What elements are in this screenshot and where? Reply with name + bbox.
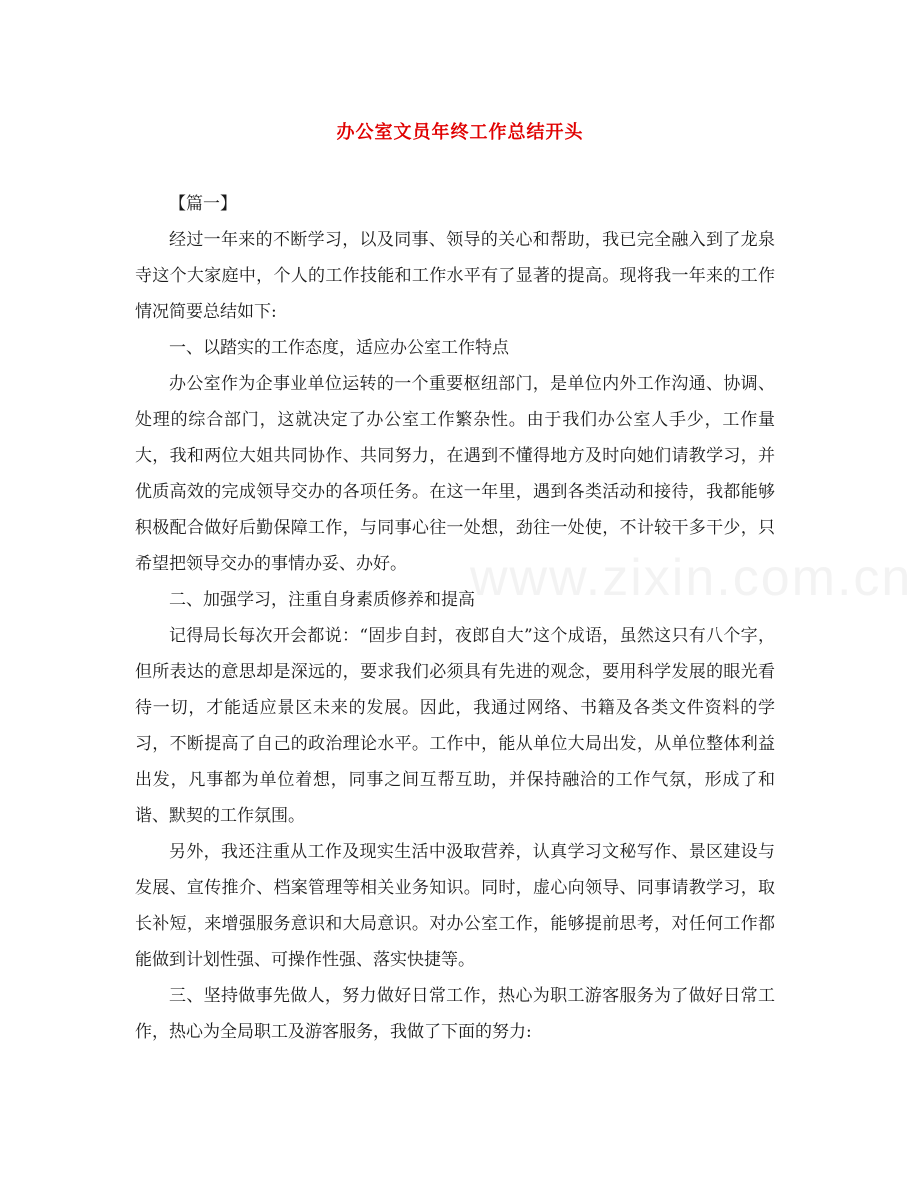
section-heading-2: 二、加强学习，注重自身素质修养和提高 xyxy=(169,590,475,610)
section-heading-1: 一、以踏实的工作态度，适应办公室工作特点 xyxy=(169,338,509,358)
section-heading-3: 三、坚持做事先做人，努力做好日常工作，热心为职工游客服务为了做好日常工作，热心为全局职工及游客服务，我做了下面的努力: xyxy=(135,986,775,1042)
body-paragraph: 另外，我还注重从工作及现实生活中汲取营养，认真学习文秘写作、景区建设与发展、宣传推介、档案管理等相关业务知识。同时，虚心向领导、同事请教学习，取长补短，来增强服务意识和大局意识。对办公室工作，能够提前思考，对任何工作都能做到计划性强、可操作性强、落实快捷等。 xyxy=(135,842,775,970)
document-title: 办公室文员年终工作总结开头 xyxy=(336,122,584,143)
document-body xyxy=(135,186,775,1050)
intro-paragraph: 经过一年来的不断学习，以及同事、领导的关心和帮助，我已完全融入到了龙泉寺这个大家庭中，个人的工作技能和工作水平有了显著的提高。现将我一年来的工作情况简要总结如下: xyxy=(135,230,775,322)
body-paragraph: 记得局长每次开会都说：“固步自封，夜郎自大”这个成语，虽然这只有八个字，但所表达的意思却是深远的，要求我们必须具有先进的观念，要用科学发展的眼光看待一切，才能适应景区未来的发展。因此，我通过网络、书籍及各类文件资料的学习，不断提高了自己的政治理论水平。工作中，能从单位大局出发，从单位整体利益出发，凡事都为单位着想，同事之间互帮互助，并保持融洽的工作气氛，形成了和谐、默契的工作氛围。 xyxy=(135,626,775,826)
body-paragraph: 办公室作为企事业单位运转的一个重要枢纽部门，是单位内外工作沟通、协调、处理的综合部门，这就决定了办公室工作繁杂性。由于我们办公室人手少，工作量大，我和两位大姐共同协作、共同努力，在遇到不懂得地方及时向她们请教学习，并优质高效的完成领导交办的各项任务。在这一年里，遇到各类活动和接待，我都能够积极配合做好后勤保障工作，与同事心往一处想，劲往一处使，不计较干多干少，只希望把领导交办的事情办妥、办好。 xyxy=(135,374,775,574)
section-label: 【篇一】 xyxy=(169,194,237,214)
watermark: www.zixin.com.cn xyxy=(470,549,913,607)
